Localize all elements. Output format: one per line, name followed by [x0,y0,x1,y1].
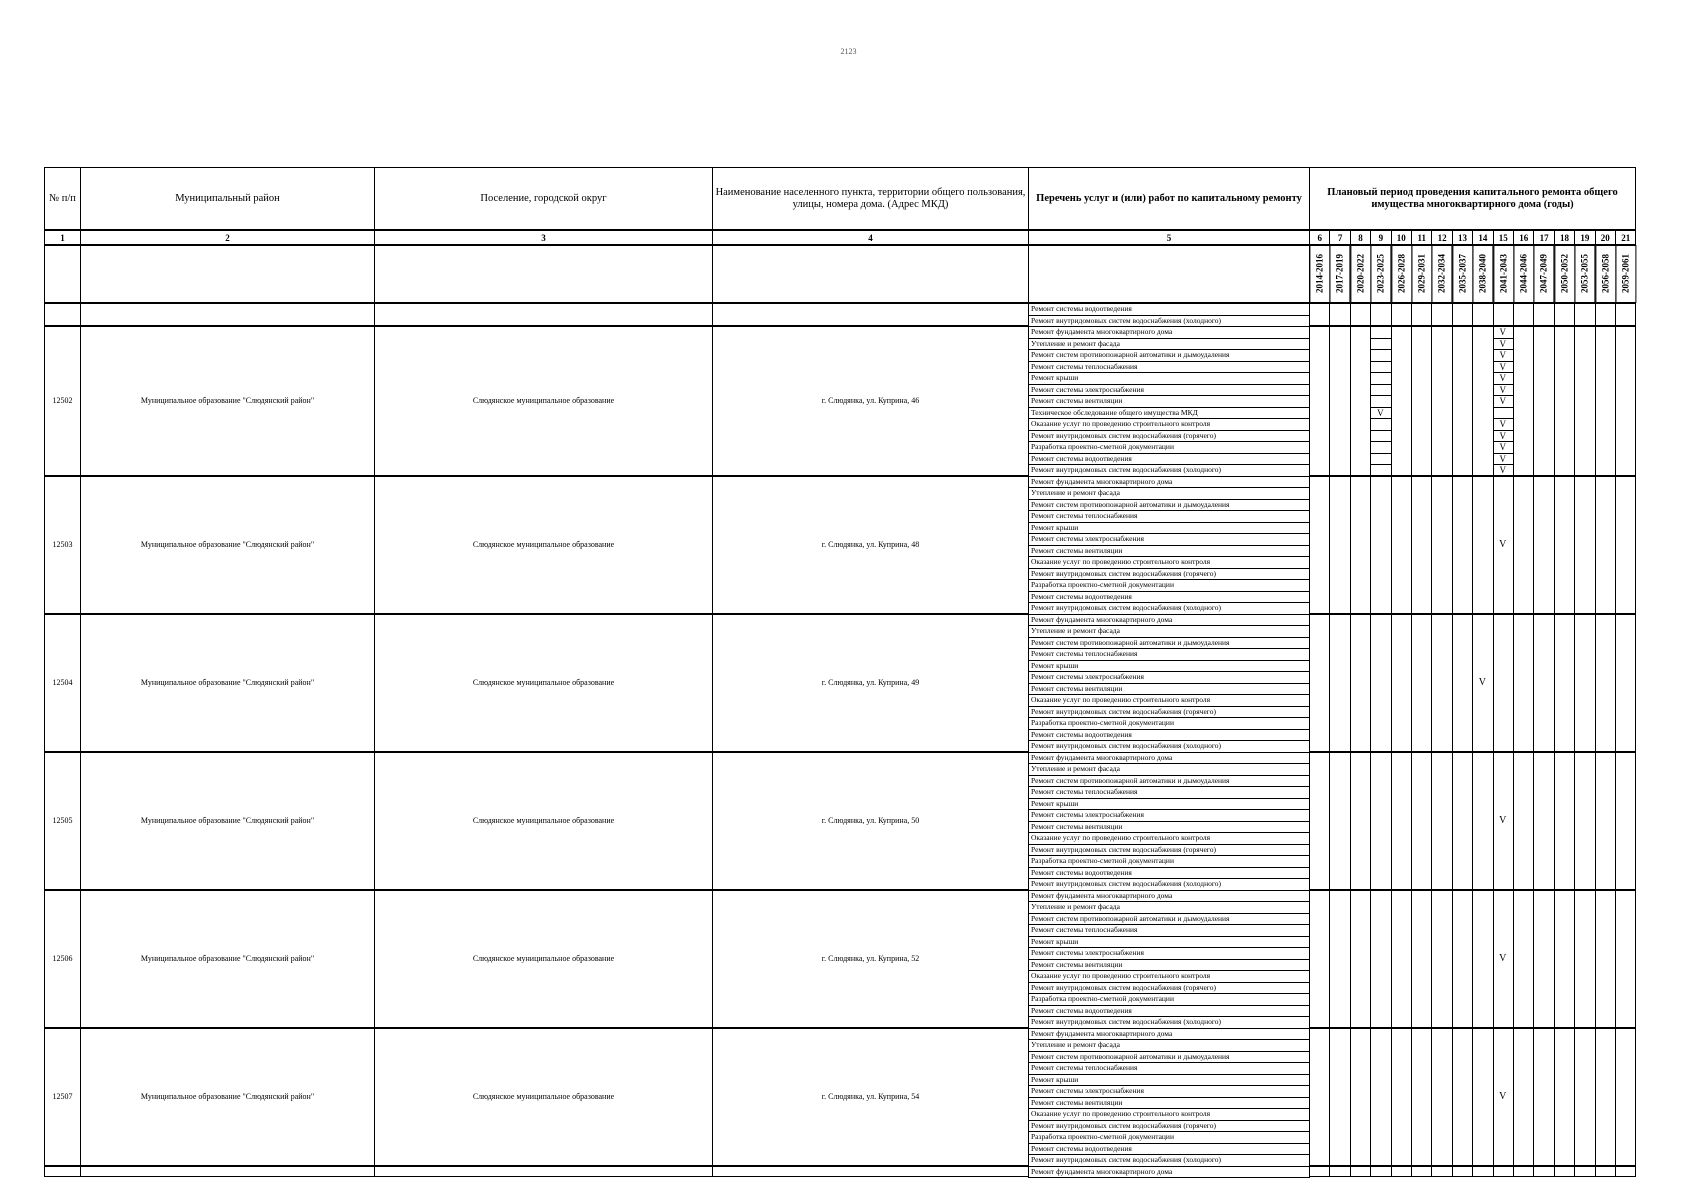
period-cell [1431,890,1452,1028]
work-item: Ремонт системы теплоснабжения [1028,510,1310,523]
work-item: Оказание услуг по проведению строительного контроля [1028,970,1310,983]
record-number: 12504 [44,614,81,752]
period-cell [1329,752,1350,890]
work-item: Ремонт системы водоотведения [1028,867,1310,880]
empty-cell [712,303,1029,326]
period-cell [1350,476,1371,614]
period-cell [1391,326,1412,476]
work-item: Ремонт крыши [1028,798,1310,811]
header-col2: Муниципальный район [80,167,375,230]
period-cell [1431,1028,1452,1166]
record-number: 12505 [44,752,81,890]
period-cell [1533,476,1554,614]
work-item: Ремонт системы теплоснабжения [1028,361,1310,374]
work-item: Оказание услуг по проведению строительного контроля [1028,556,1310,569]
work-item: Ремонт внутридомовых систем водоснабжения (холодного) [1028,1154,1310,1167]
work-item: Ремонт систем противопожарной автоматики и дымоудаления [1028,913,1310,926]
period-cell [1452,326,1473,476]
period-cell [1391,476,1412,614]
period-cell [1513,752,1534,890]
period-cell [1370,752,1391,890]
period-cell [1452,303,1473,326]
period-cell [1595,1166,1616,1178]
empty-cell [374,1166,713,1178]
period-cell [1615,614,1636,752]
period-cell [1472,303,1493,326]
period-cell [1309,326,1330,476]
record-settlement: Слюдянское муниципальное образование [374,326,713,476]
period-cell [1472,326,1493,476]
work-item: Ремонт системы электроснабжения [1028,671,1310,684]
work-item: Ремонт систем противопожарной автоматики и дымоудаления [1028,1051,1310,1064]
period-label: 2038-2040 [1472,245,1493,303]
period-label: 2035-2037 [1452,245,1473,303]
empty-cell [374,303,713,326]
work-item: Ремонт систем противопожарной автоматики и дымоудаления [1028,349,1310,362]
work-item: Ремонт системы водоотведения [1028,1005,1310,1018]
period-cell [1411,890,1432,1028]
period-label: 2032-2034 [1431,245,1452,303]
repair-mark: V [1499,442,1507,452]
work-item: Разработка проектно-сметной документации [1028,1131,1310,1144]
empty-cell [712,1166,1029,1178]
header-col4: Наименование населенного пункта, территории общего пользования, улицы, номера дома. (Адрес МКД) [712,167,1029,230]
work-item: Разработка проектно-сметной документации [1028,579,1310,592]
period-cell [1452,476,1473,614]
col-number: 6 [1309,230,1330,245]
period-cell [1431,752,1452,890]
work-item: Ремонт системы теплоснабжения [1028,648,1310,661]
period-spacer [1028,245,1310,303]
period-cell [1574,1028,1595,1166]
work-item: Ремонт крыши [1028,660,1310,673]
period-cell [1391,614,1412,752]
period-cell [1350,890,1371,1028]
col-number: 3 [374,230,713,245]
period-cell [1615,1166,1636,1178]
record-number: 12506 [44,890,81,1028]
work-item: Ремонт внутридомовых систем водоснабжения (холодного) [1028,464,1310,477]
period-cell [1350,303,1371,326]
work-item: Разработка проектно-сметной документации [1028,717,1310,730]
work-item: Ремонт системы водоотведения [1028,591,1310,604]
period-cell [1411,326,1432,476]
repair-mark: V [1499,384,1507,395]
period-label: 2041-2043 [1493,245,1514,303]
work-item: Ремонт внутридомовых систем водоснабжения (холодного) [1028,1016,1310,1029]
work-item: Ремонт системы водоотведения [1028,729,1310,742]
work-item: Ремонт внутридомовых систем водоснабжения (холодного) [1028,878,1310,891]
repair-mark: V [1499,327,1507,337]
period-cell [1329,890,1350,1028]
period-cell [1493,1166,1514,1178]
col-number: 13 [1452,230,1473,245]
work-item: Ремонт внутридомовых систем водоснабжения (горячего) [1028,982,1310,995]
work-item: Ремонт внутридомовых систем водоснабжения (горячего) [1028,1120,1310,1133]
empty-cell [80,1166,375,1178]
period-cell [1554,614,1575,752]
header-col6: Плановый период проведения капитального ремонта общего имущества многоквартирного дома (годы) [1309,167,1636,230]
period-cell [1595,476,1616,614]
work-item: Утепление и ремонт фасада [1028,1039,1310,1052]
work-item: Оказание услуг по проведению строительного контроля [1028,1108,1310,1121]
period-cell [1370,890,1391,1028]
period-cell [1595,326,1616,476]
record-settlement: Слюдянское муниципальное образование [374,614,713,752]
empty-cell [80,303,375,326]
period-label: 2026-2028 [1391,245,1412,303]
period-cell [1615,752,1636,890]
period-label: 2059-2061 [1615,245,1636,303]
work-item: Ремонт системы теплоснабжения [1028,786,1310,799]
work-item: Ремонт системы электроснабжения [1028,533,1310,546]
work-item: Ремонт системы вентиляции [1028,395,1310,408]
period-cell [1574,476,1595,614]
work-item: Ремонт систем противопожарной автоматики и дымоудаления [1028,499,1310,512]
period-spacer [712,245,1029,303]
period-cell [1513,890,1534,1028]
col-number: 10 [1391,230,1412,245]
period-cell [1391,1028,1412,1166]
period-cell [1370,476,1391,614]
period-cell [1329,614,1350,752]
work-item: Ремонт системы вентиляции [1028,1097,1310,1110]
work-item: Разработка проектно-сметной документации [1028,441,1310,454]
work-item: Ремонт внутридомовых систем водоснабжения (холодного) [1028,602,1310,615]
period-cell [1533,614,1554,752]
period-cell [1370,614,1391,752]
work-item: Ремонт системы электроснабжения [1028,384,1310,397]
work-item: Ремонт фундамента многоквартирного дома [1028,890,1310,903]
work-item: Ремонт системы вентиляции [1028,821,1310,834]
work-item: Ремонт системы электроснабжения [1028,1085,1310,1098]
period-cell [1595,752,1616,890]
period-label: 2050-2052 [1554,245,1575,303]
repair-mark: V [1499,430,1507,441]
work-item: Утепление и ремонт фасада [1028,901,1310,914]
period-cell [1391,752,1412,890]
period-cell [1574,303,1595,326]
work-item: Оказание услуг по проведению строительного контроля [1028,418,1310,431]
period-cell [1513,476,1534,614]
period-cell [1411,303,1432,326]
period-cell [1615,1028,1636,1166]
period-cell [1329,326,1350,476]
repair-mark: V [1499,465,1507,475]
period-cell [1329,476,1350,614]
period-cell [1574,326,1595,476]
repair-mark: V [1377,407,1384,418]
work-item: Ремонт фундамента многоквартирного дома [1028,614,1310,627]
record-number: 12503 [44,476,81,614]
period-label: 2056-2058 [1595,245,1616,303]
col-number: 19 [1574,230,1595,245]
period-label: 2017-2019 [1329,245,1350,303]
period-cell [1533,752,1554,890]
record-address: г. Слюдянка, ул. Куприна, 49 [712,614,1029,752]
period-label: 2014-2016 [1309,245,1330,303]
period-cell [1431,476,1452,614]
period-cell [1411,476,1432,614]
work-item: Ремонт системы электроснабжения [1028,947,1310,960]
period-label: 2047-2049 [1533,245,1554,303]
period-cell [1309,1028,1330,1166]
period-cell [1309,752,1330,890]
col-number: 9 [1370,230,1391,245]
work-item: Ремонт систем противопожарной автоматики и дымоудаления [1028,775,1310,788]
period-cell [1493,303,1514,326]
period-cell [1595,614,1616,752]
period-cell [1350,1028,1371,1166]
col-number: 15 [1493,230,1514,245]
record-settlement: Слюдянское муниципальное образование [374,752,713,890]
record-district: Муниципальное образование "Слюдянский район" [80,614,375,752]
work-item: Ремонт внутридомовых систем водоснабжения (горячего) [1028,430,1310,443]
period-cell [1554,303,1575,326]
period-cell [1554,476,1575,614]
period-cell [1554,890,1575,1028]
record-address: г. Слюдянка, ул. Куприна, 52 [712,890,1029,1028]
header-col3: Поселение, городской округ [374,167,713,230]
record-number: 12502 [44,326,81,476]
record-address: г. Слюдянка, ул. Куприна, 46 [712,326,1029,476]
repair-mark: V [1478,676,1486,688]
period-cell [1391,303,1412,326]
work-item: Ремонт фундамента многоквартирного дома [1028,752,1310,765]
work-item: Ремонт системы водоотведения [1028,453,1310,466]
period-cell [1533,1028,1554,1166]
col-number: 20 [1595,230,1616,245]
period-cell [1554,326,1575,476]
work-item: Оказание услуг по проведению строительного контроля [1028,694,1310,707]
col-number: 7 [1329,230,1350,245]
work-item: Ремонт системы водоотведения [1028,1143,1310,1156]
repair-mark: V [1499,338,1507,349]
work-item: Ремонт внутридомовых систем водоснабжения (холодного) [1028,315,1310,328]
work-item: Утепление и ремонт фасада [1028,487,1310,500]
period-cell [1411,1028,1432,1166]
period-cell [1329,303,1350,326]
record-settlement: Слюдянское муниципальное образование [374,1028,713,1166]
empty-cell [44,303,81,326]
period-cell [1513,303,1534,326]
period-spacer [44,245,81,303]
period-cell [1615,303,1636,326]
period-cell [1472,476,1493,614]
period-cell [1411,1166,1432,1178]
period-cell [1533,326,1554,476]
period-cell [1513,614,1534,752]
period-cell [1370,1028,1391,1166]
period-cell [1472,1028,1493,1166]
period-cell [1309,890,1330,1028]
work-item: Ремонт фундамента многоквартирного дома [1028,476,1310,489]
work-item: Ремонт системы электроснабжения [1028,809,1310,822]
record-district: Муниципальное образование "Слюдянский район" [80,476,375,614]
period-cell [1309,1166,1330,1178]
period-cell [1350,614,1371,752]
period-cell [1574,1166,1595,1178]
record-district: Муниципальное образование "Слюдянский район" [80,890,375,1028]
period-cell [1329,1166,1350,1178]
work-item: Ремонт фундамента многоквартирного дома [1028,326,1310,339]
work-item: Ремонт системы водоотведения [1028,303,1310,316]
record-address: г. Слюдянка, ул. Куприна, 54 [712,1028,1029,1166]
record-settlement: Слюдянское муниципальное образование [374,890,713,1028]
period-cell [1533,303,1554,326]
work-item: Техническое обследование общего имущества МКД [1028,407,1310,420]
repair-mark: V [1499,453,1507,464]
period-cell [1595,303,1616,326]
period-cell [1411,752,1432,890]
period-cell [1370,303,1391,326]
record-address: г. Слюдянка, ул. Куприна, 48 [712,476,1029,614]
repair-mark: V [1499,814,1507,826]
period-cell [1574,890,1595,1028]
record-settlement: Слюдянское муниципальное образование [374,476,713,614]
work-item: Ремонт внутридомовых систем водоснабжения (горячего) [1028,706,1310,719]
work-item: Ремонт фундамента многоквартирного дома [1028,1166,1310,1179]
period-cell [1554,1028,1575,1166]
period-cell [1350,326,1371,476]
period-cell [1309,614,1330,752]
period-cell [1493,614,1514,752]
empty-cell [44,1166,81,1178]
period-cell [1615,890,1636,1028]
period-label: 2023-2025 [1370,245,1391,303]
col-number: 17 [1533,230,1554,245]
work-item: Ремонт внутридомовых систем водоснабжения (горячего) [1028,844,1310,857]
period-cell [1472,752,1493,890]
period-cell [1513,326,1534,476]
period-label: 2053-2055 [1574,245,1595,303]
work-item: Ремонт системы теплоснабжения [1028,924,1310,937]
period-cell [1472,1166,1493,1178]
capital-repair-table [44,167,1636,1177]
period-cell [1595,890,1616,1028]
period-cell [1350,1166,1371,1178]
work-item: Утепление и ремонт фасада [1028,763,1310,776]
work-item: Разработка проектно-сметной документации [1028,993,1310,1006]
col-number: 11 [1411,230,1432,245]
record-district: Муниципальное образование "Слюдянский район" [80,752,375,890]
repair-mark: V [1499,1090,1507,1102]
work-item: Ремонт крыши [1028,372,1310,385]
repair-mark: V [1499,419,1507,429]
period-cell [1452,1028,1473,1166]
col-number: 16 [1513,230,1534,245]
period-cell [1452,1166,1473,1178]
work-item: Ремонт фундамента многоквартирного дома [1028,1028,1310,1041]
period-cell [1309,303,1330,326]
period-cell [1533,890,1554,1028]
period-label: 2044-2046 [1513,245,1534,303]
record-address: г. Слюдянка, ул. Куприна, 50 [712,752,1029,890]
record-district: Муниципальное образование "Слюдянский район" [80,1028,375,1166]
record-district: Муниципальное образование "Слюдянский район" [80,326,375,476]
work-item: Ремонт системы вентиляции [1028,545,1310,558]
period-cell [1391,1166,1412,1178]
period-cell [1554,1166,1575,1178]
work-item: Ремонт крыши [1028,1074,1310,1087]
period-spacer [374,245,713,303]
period-cell [1615,326,1636,476]
col-number: 5 [1028,230,1310,245]
period-cell [1513,1166,1534,1178]
col-number: 21 [1615,230,1636,245]
work-item: Ремонт крыши [1028,936,1310,949]
period-cell [1615,476,1636,614]
period-cell [1391,890,1412,1028]
period-cell [1431,614,1452,752]
repair-mark: V [1499,538,1507,550]
period-cell [1452,890,1473,1028]
period-cell [1431,303,1452,326]
page-number: 2123 [840,47,857,56]
work-item: Ремонт крыши [1028,522,1310,535]
header-col5: Перечень услуг и (или) работ по капитальному ремонту [1028,167,1310,230]
period-cell [1411,614,1432,752]
repair-mark: V [1499,373,1507,383]
col-number: 2 [80,230,375,245]
period-label: 2020-2022 [1350,245,1371,303]
period-cell [1574,614,1595,752]
period-cell [1574,752,1595,890]
period-cell [1329,1028,1350,1166]
repair-mark: V [1499,396,1507,406]
period-cell [1452,752,1473,890]
period-cell [1554,752,1575,890]
work-item: Ремонт систем противопожарной автоматики и дымоудаления [1028,637,1310,650]
period-cell [1370,1166,1391,1178]
period-label: 2029-2031 [1411,245,1432,303]
col-number: 4 [712,230,1029,245]
period-cell [1452,614,1473,752]
period-cell [1472,890,1493,1028]
period-cell [1431,326,1452,476]
repair-mark: V [1499,361,1507,372]
period-cell [1513,1028,1534,1166]
work-item: Ремонт системы вентиляции [1028,683,1310,696]
col-number: 14 [1472,230,1493,245]
repair-mark: V [1499,952,1507,964]
col-number: 12 [1431,230,1452,245]
col-number: 18 [1554,230,1575,245]
work-item: Ремонт системы теплоснабжения [1028,1062,1310,1075]
work-item: Ремонт внутридомовых систем водоснабжения (холодного) [1028,740,1310,753]
work-item: Ремонт системы вентиляции [1028,959,1310,972]
record-number: 12507 [44,1028,81,1166]
repair-mark: V [1499,350,1507,360]
col-number: 8 [1350,230,1371,245]
period-cell [1595,1028,1616,1166]
work-item: Утепление и ремонт фасада [1028,338,1310,351]
work-item: Ремонт внутридомовых систем водоснабжения (горячего) [1028,568,1310,581]
period-cell [1350,752,1371,890]
period-cell [1533,1166,1554,1178]
period-cell [1431,1166,1452,1178]
period-cell [1309,476,1330,614]
work-item: Утепление и ремонт фасада [1028,625,1310,638]
header-col1: № п/п [44,167,81,230]
work-item: Оказание услуг по проведению строительного контроля [1028,832,1310,845]
work-item: Разработка проектно-сметной документации [1028,855,1310,868]
col-number: 1 [44,230,81,245]
period-spacer [80,245,375,303]
